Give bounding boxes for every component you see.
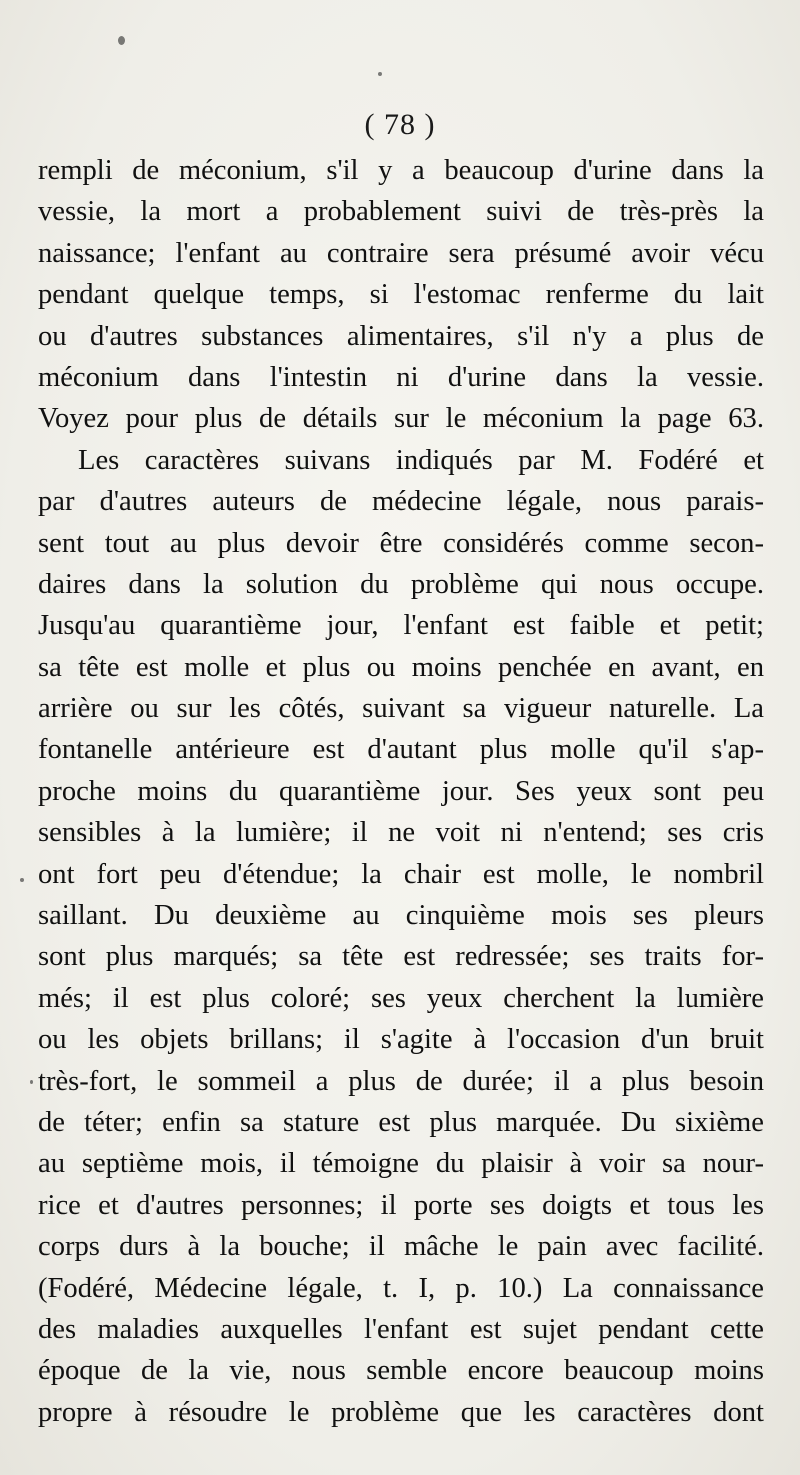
text-line: fontanelle antérieure est d'autant plus molle qu'il s'ap- — [38, 734, 764, 766]
text-line: méconium dans l'intestin ni d'urine dans la vessie. — [38, 361, 764, 393]
text-line: rempli de méconium, s'il y a beaucoup d'urine dans la — [38, 155, 764, 186]
text-line: propre à résoudre le problème que les caractères dont — [38, 1396, 764, 1428]
text-line: saillant. Du deuxième au cinquième mois ses pleurs — [38, 900, 764, 932]
ink-speck — [378, 72, 382, 76]
text-line: très-fort, le sommeil a plus de durée; il a plus besoin — [38, 1065, 764, 1097]
ink-speck — [20, 878, 24, 882]
text-line: daires dans la solution du problème qui nous occupe. — [38, 568, 764, 600]
text-line: corps durs à la bouche; il mâche le pain avec facilité. — [38, 1231, 764, 1263]
text-line: vessie, la mort a probablement suivi de très-près la — [38, 196, 764, 228]
text-line: de téter; enfin sa stature est plus marquée. Du sixième — [38, 1106, 764, 1138]
ink-speck — [30, 1080, 33, 1084]
body-text — [38, 150, 764, 1433]
text-line: (Fodéré, Médecine légale, t. I, p. 10.) La connaissance — [38, 1272, 764, 1304]
text-line: arrière ou sur les côtés, suivant sa vigueur naturelle. La — [38, 693, 764, 725]
text-line: sont plus marqués; sa tête est redressée; ses traits for- — [38, 941, 764, 973]
text-line: par d'autres auteurs de médecine légale, nous parais- — [38, 486, 764, 518]
text-line: més; il est plus coloré; ses yeux cherchent la lumière — [38, 982, 764, 1014]
text-line: ou les objets brillans; il s'agite à l'occasion d'un bruit — [38, 1024, 764, 1056]
text-line: des maladies auxquelles l'enfant est sujet pendant cette — [38, 1313, 764, 1345]
text-line: proche moins du quarantième jour. Ses yeux sont peu — [38, 775, 764, 807]
text-line: époque de la vie, nous semble encore beaucoup moins — [38, 1355, 764, 1387]
page-number: ( 78 ) — [364, 108, 436, 141]
text-line: pendant quelque temps, si l'estomac renferme du lait — [38, 279, 764, 311]
text-line: Voyez pour plus de détails sur le méconium la page 63. — [38, 403, 764, 435]
text-line: sa tête est molle et plus ou moins penchée en avant, en — [38, 651, 764, 683]
text-line: ont fort peu d'étendue; la chair est molle, le nombril — [38, 858, 764, 890]
text-line: sensibles à la lumière; il ne voit ni n'entend; ses cris — [38, 817, 764, 849]
text-line: au septième mois, il témoigne du plaisir à voir sa nour- — [38, 1148, 764, 1180]
text-line: Jusqu'au quarantième jour, l'enfant est faible et petit; — [38, 610, 764, 642]
text-line: Les caractères suivans indiqués par M. Fodéré et — [78, 444, 764, 476]
text-line: naissance; l'enfant au contraire sera présumé avoir vécu — [38, 237, 764, 269]
text-line: ou d'autres substances alimentaires, s'il n'y a plus de — [38, 320, 764, 352]
text-line: sent tout au plus devoir être considérés comme secon- — [38, 527, 764, 559]
ink-speck — [118, 36, 125, 45]
text-line: rice et d'autres personnes; il porte ses doigts et tous les — [38, 1189, 764, 1221]
